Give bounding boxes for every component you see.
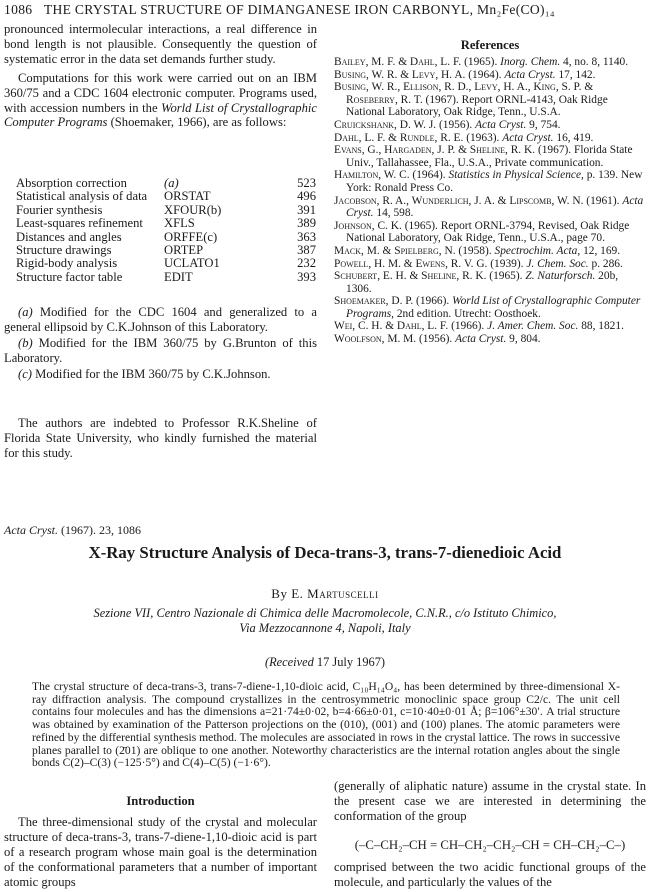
reference-item xyxy=(334,69,646,82)
reference-item xyxy=(334,119,646,132)
program-note xyxy=(4,336,317,366)
reference-item xyxy=(334,220,646,245)
programs-table xyxy=(16,177,316,284)
reference-authors: Bailey, M. F. & Dahl, L. F. xyxy=(334,56,462,68)
program-row xyxy=(16,217,316,230)
program-name: (a) xyxy=(164,176,179,190)
program-row xyxy=(16,271,316,284)
reference-item xyxy=(334,295,646,320)
reference-journal: Acta Cryst. xyxy=(346,194,644,220)
reference-volume: p. 139. New York: Ronald Press Co. xyxy=(346,169,643,194)
program-name: ORFFE(c) xyxy=(164,229,218,244)
program-row xyxy=(16,190,316,203)
reference-year: (1961). xyxy=(583,194,623,207)
reference-year: (1964). xyxy=(409,169,449,182)
reference-journal: Acta Cryst. xyxy=(475,118,527,131)
reference-volume: 17, 142. xyxy=(555,68,596,81)
reference-journal: World List of Crystallographic Computer Programs, xyxy=(346,295,641,320)
article-citation: Acta Cryst. (1967). 23, 1086 xyxy=(4,523,141,537)
program-number: 391 xyxy=(297,202,316,217)
intro-left-paragraph: The three-dimensional study of the crystal and molecular structure of deca-trans-3, trans-7-diene-1,10-dioic acid is part of a research program whose main goal is the determination of the conformational parameters that a number of important atomic groups xyxy=(4,815,317,889)
reference-year: (1965). xyxy=(486,270,526,283)
reference-journal: Acta Cryst. xyxy=(455,333,507,346)
running-title: THE CRYSTAL STRUCTURE OF DIMANGANESE IRON CARBONYL, Mn₂Fe(CO)₁₄ xyxy=(43,2,555,17)
reference-authors: Wei, C. H. & Dahl, L. F. xyxy=(334,320,449,333)
program-name: UCLATO1 xyxy=(164,256,220,271)
reference-year: (1966). xyxy=(413,295,453,308)
reference-item xyxy=(334,195,646,220)
reference-year: (1956). xyxy=(436,118,476,131)
intro-right-paragraph: (generally of aliphatic nature) assume in the crystal state. In the present case we are interested in determining the conformation of the group xyxy=(334,779,646,823)
reference-journal: J. Amer. Chem. Soc. xyxy=(487,320,579,333)
program-task: Statistical analysis of data xyxy=(16,189,148,204)
program-row xyxy=(16,231,316,244)
reference-item xyxy=(334,81,646,119)
reference-authors: Mack, M. & Spielberg, N. xyxy=(334,244,456,257)
note-label: (c) xyxy=(18,366,32,381)
references-heading: References xyxy=(460,38,520,52)
received-date: (Received 17 July 1967) xyxy=(264,655,386,669)
reference-item xyxy=(334,258,646,271)
reference-volume: 14, 598. xyxy=(373,207,414,220)
program-name: XFOUR(b) xyxy=(164,202,222,217)
paragraph-continued: pronounced intermolecular interactions, a real difference in bond length is not plausible. Consequently the question of systematic error in the data set demands further study. xyxy=(4,22,317,66)
reference-item xyxy=(334,169,646,194)
reference-item xyxy=(334,144,646,169)
program-task: Structure drawings xyxy=(16,243,112,258)
intro-right-continuation: comprised between the two acidic functional groups of the molecule, and particularly the values of the xyxy=(334,860,646,889)
article-title: X-Ray Structure Analysis of Deca-trans-3, trans-7-dienedioic Acid xyxy=(88,543,562,562)
affiliation: Sezione VII, Centro Nazionale di Chimica delle Macromolecole, C.N.R., c/o Istituto Chimico, Via Mezzocannone 4, Napoli, Italy xyxy=(93,606,557,636)
program-name: ORSTAT xyxy=(164,189,211,204)
reference-year: (1966). xyxy=(448,320,488,333)
acknowledgement: The authors are indebted to Professor R.K.Sheline of Florida State University, who kindly furnished the material for this study. xyxy=(4,416,317,460)
references-list xyxy=(334,56,646,346)
reference-item xyxy=(334,320,646,333)
left-column xyxy=(4,22,317,130)
program-task: Fourier synthesis xyxy=(16,202,103,217)
author-name: E. Martuscelli xyxy=(291,586,379,601)
note-label: (b) xyxy=(18,335,33,350)
program-number: 387 xyxy=(297,243,316,258)
program-row xyxy=(16,244,316,257)
reference-journal: Inorg. Chem. xyxy=(500,56,561,68)
reference-journal: Statistics in Physical Science, xyxy=(448,169,584,182)
program-row xyxy=(16,204,316,217)
running-header xyxy=(4,2,648,18)
reference-journal: Acta Cryst. xyxy=(504,68,556,81)
reference-year: (1967). Report ORNL-4143, Oak Ridge National Laboratory, Oak Ridge, Tenn., U.S.A. xyxy=(346,93,608,119)
reference-authors: Cruickshank, D. W. J. xyxy=(334,118,437,131)
program-number: 232 xyxy=(297,256,316,271)
reference-year: (1965). xyxy=(461,56,501,68)
reference-authors: Dahl, L. F. & Rundle, R. E. xyxy=(334,131,464,144)
reference-year: (1965). Report ORNL-3794, Revised, Oak Ridge National Laboratory, Oak Ridge, Tenn., U.S.A., page 70. xyxy=(346,219,630,245)
program-number: 523 xyxy=(297,176,316,190)
program-name: XFLS xyxy=(164,216,195,231)
reference-authors: Evans, G., Hargaden, J. P. & Sheline, R. K. xyxy=(334,144,536,157)
note-label: (a) xyxy=(18,305,33,319)
reference-authors: Johnson, C. K. xyxy=(334,219,402,232)
reference-volume: 12, 169. xyxy=(580,244,621,257)
program-number: 363 xyxy=(297,229,316,244)
program-task: Distances and angles xyxy=(16,229,122,244)
page-number: 1086 xyxy=(4,2,33,17)
program-task: Absorption correction xyxy=(16,176,127,190)
program-number: 496 xyxy=(297,189,316,204)
group-formula: (–C–CH₂–CH = CH–CH₂–CH₂–CH = CH–CH₂–C–) xyxy=(354,838,626,852)
reference-volume: 16, 419. xyxy=(553,131,594,144)
reference-item xyxy=(334,333,646,346)
reference-journal: Spectrochim. Acta, xyxy=(494,244,581,257)
introduction-heading: Introduction xyxy=(126,794,195,808)
reference-year: (1939). xyxy=(487,257,527,270)
program-task: Structure factor table xyxy=(16,269,123,284)
note-text: Modified for the IBM 360/75 by G.Brunton of this Laboratory. xyxy=(4,335,317,365)
reference-volume: 20b, 1306. xyxy=(346,270,619,295)
reference-item xyxy=(334,245,646,258)
note-text: Modified for the CDC 1604 and generalized to a general ellipsoid by C.K.Johnson of this Laboratory. xyxy=(4,305,317,334)
reference-volume: 9, 804. xyxy=(506,333,541,346)
reference-volume: 88, 1821. xyxy=(578,320,624,333)
reference-volume: 4, no. 8, 1140. xyxy=(560,56,629,68)
program-name: EDIT xyxy=(164,269,193,284)
reference-item xyxy=(334,56,646,69)
reference-authors: Busing, W. R., Ellison, R. D., Levy, H. A., King, S. P. & Roseberry, R. T. xyxy=(334,81,594,106)
note-text: Modified for the IBM 360/75 by C.K.Johnson. xyxy=(31,366,271,381)
reference-year: (1956). xyxy=(416,333,456,346)
reference-year: (1964). xyxy=(465,68,505,81)
reference-item xyxy=(334,132,646,145)
program-notes xyxy=(4,305,317,382)
reference-authors: Busing, W. R. & Levy, H. A. xyxy=(334,68,466,81)
computations-paragraph: Computations for this work were carried out on an IBM 360/75 and a CDC 1604 electronic computer. Programs used, with accession numbers in the World List of Crystallographic Computer Programs (Shoemaker, 1966), are as follows: xyxy=(4,70,317,130)
program-name: ORTEP xyxy=(164,243,204,258)
reference-authors: Schubert, E. H. & Sheline, R. K. xyxy=(334,270,487,283)
reference-item xyxy=(334,270,646,295)
program-number: 389 xyxy=(297,216,316,231)
program-number: 393 xyxy=(297,269,316,284)
reference-journal: Z. Naturforsch. xyxy=(525,270,596,283)
reference-authors: Powell, H. M. & Ewens, R. V. G. xyxy=(334,257,488,270)
reference-authors: Shoemaker, D. P. xyxy=(334,295,414,308)
reference-authors: Woolfson, M. M. xyxy=(334,333,417,346)
reference-year: (1967). Florida State Univ., Tallahassee, Fla., U.S.A., Private communication. xyxy=(346,144,633,169)
reference-journal: Acta Cryst. xyxy=(502,131,554,144)
reference-year: (1958). xyxy=(455,244,495,257)
reference-authors: Jacobson, R. A., Wunderlich, J. A. & Lipscomb, W. N. xyxy=(334,194,584,207)
reference-volume: p. 286. xyxy=(588,257,623,270)
program-row xyxy=(16,177,316,190)
program-task: Rigid-body analysis xyxy=(16,256,118,271)
reference-volume: 2nd edition. Utrecht: Oosthoek. xyxy=(394,307,541,320)
program-task: Least-squares refinement xyxy=(16,216,143,231)
abstract: The crystal structure of deca-trans-3, trans-7-diene-1,10-dioic acid, C₁₀H₁₄O₄, has been determined by three-dimensional X-ray diffraction analysis. The compound crystallizes in the centrosymmetric monoclinic space group C2/c. The unit cell contains four molecules and has the dimensions a=21·74±0·02, b=4·66±0·01, c=10·40±0·01 Å; β=106°±30′. A trial structure was obtained by examination of the Patterson projections on the (010), (001) and (100) planes. The atomic parameters were refined by the differential synthesis method. The molecules are associated in rows in the crystal lattice. The rows in successive planes parallel to (2̄01) are oblique to one another. Noteworthy characteristics are the internal rotation angles about the single bonds C(2)–C(3) (−125·5°) and C(4)–C(5) (−1·6°). xyxy=(32,680,620,770)
author-line: By E. Martuscelli xyxy=(271,586,379,601)
program-note xyxy=(4,305,317,335)
reference-journal: J. Chem. Soc. xyxy=(526,257,589,270)
reference-volume: 9, 754. xyxy=(526,118,561,131)
program-row xyxy=(16,257,316,270)
program-note xyxy=(4,367,317,382)
reference-authors: Hamilton, W. C. xyxy=(334,169,410,182)
reference-year: (1963). xyxy=(463,131,503,144)
